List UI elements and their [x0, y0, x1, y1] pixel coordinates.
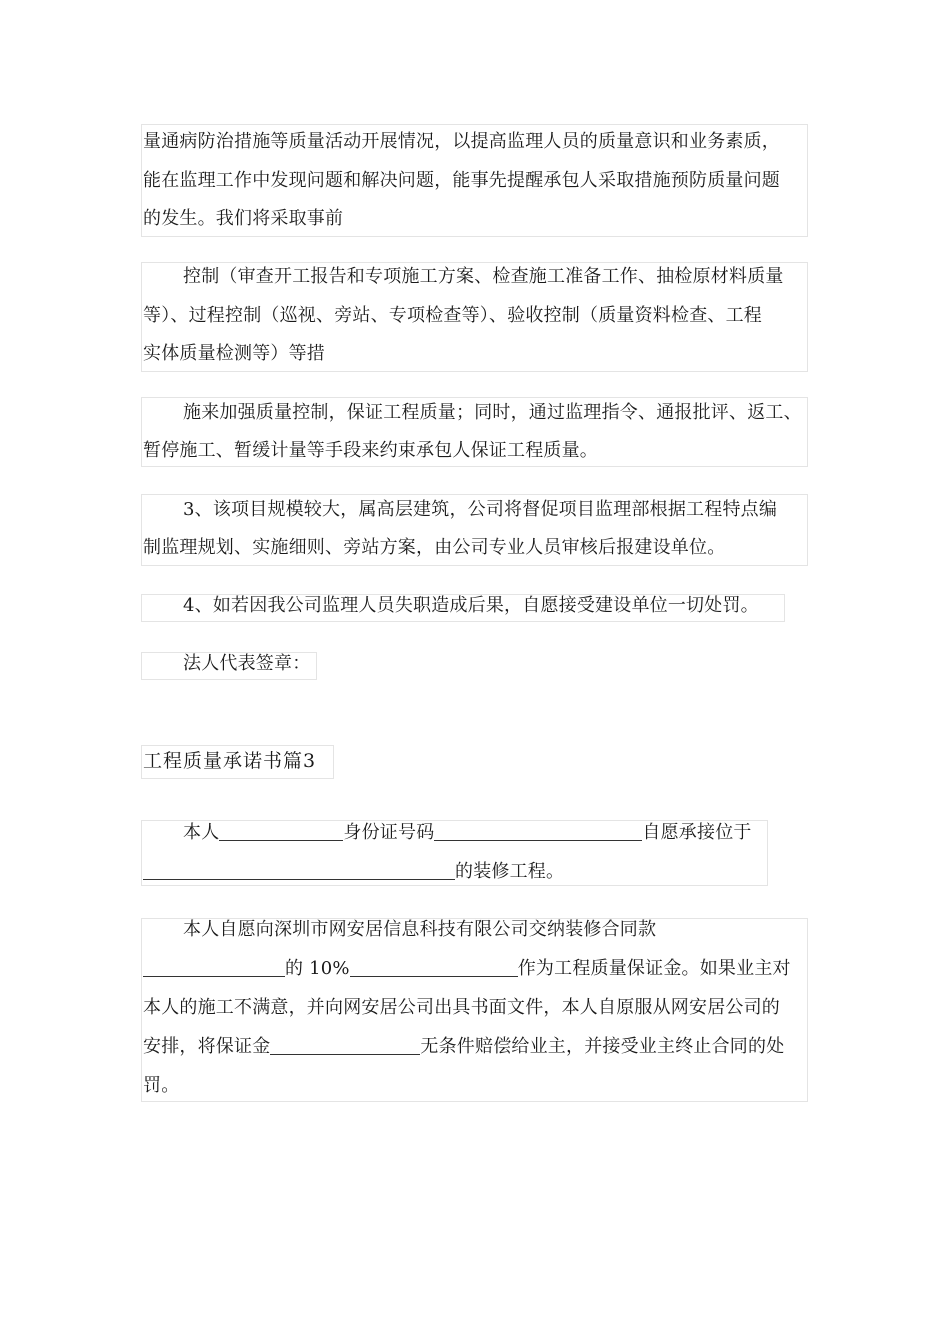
paragraph-line: 施来加强质量控制，保证工程质量；同时，通过监理指令、通报批评、返工、 — [183, 402, 802, 423]
paragraph-line: 控制（审查开工报告和专项施工方案、检查施工准备工作、抽检原材料质量 — [183, 266, 784, 287]
pledge-text: 安排，将保证金 — [143, 1036, 271, 1057]
paragraph-line: 量通病防治措施等质量活动开展情况，以提高监理人员的质量意识和业务素质， — [143, 131, 780, 152]
pledge-text: 无条件赔偿给业主，并接受业主终止合同的处 — [420, 1036, 785, 1057]
amount-blank — [143, 954, 285, 977]
pledge-text: 的 10% — [285, 958, 350, 979]
pledge-line — [143, 1029, 784, 1065]
address-blank — [143, 857, 455, 880]
pledge-text: 自愿承接位于 — [642, 822, 752, 843]
pledge-line — [183, 815, 752, 851]
pledge-line — [143, 854, 564, 890]
signature-label: 法人代表签章： — [183, 653, 311, 674]
id-number-blank — [434, 818, 642, 841]
pledge-text: 作为工程质量保证金。如果业主对 — [517, 958, 791, 979]
paragraph-line: 暂停施工、暂缓计量等手段来约束承包人保证工程质量。 — [143, 440, 598, 461]
deposit-blank — [270, 1032, 420, 1055]
pledge-line: 本人自愿向深圳市网安居信息科技有限公司交纳装修合同款 — [183, 919, 657, 940]
paragraph-line: 制监理规划、实施细则、旁站方案，由公司专业人员审核后报建设单位。 — [143, 537, 726, 558]
pledge-text: 本人 — [183, 822, 220, 843]
pledge-line — [143, 951, 791, 987]
paragraph-line: 的发生。我们将采取事前 — [143, 208, 344, 229]
pledge-line: 罚。 — [143, 1075, 180, 1096]
section-title: 工程质量承诺书篇3 — [143, 750, 317, 772]
paragraph-line: 实体质量检测等）等措 — [143, 343, 325, 364]
paragraph-line: 等）、过程控制（巡视、旁站、专项检查等）、验收控制（质量资料检查、工程 — [143, 305, 762, 326]
paragraph-line: 4、如若因我公司监理人员失职造成后果，自愿接受建设单位一切处罚。 — [183, 595, 759, 616]
pledge-text: 的装修工程。 — [455, 861, 565, 882]
paragraph-line: 能在监理工作中发现问题和解决问题，能事先提醒承包人采取措施预防质量问题 — [143, 170, 780, 191]
amount-blank — [350, 954, 518, 977]
pledge-text: 身份证号码 — [343, 822, 435, 843]
paragraph-line: 3、该项目规模较大，属高层建筑，公司将督促项目监理部根据工程特点编 — [183, 499, 778, 520]
name-blank — [219, 818, 343, 841]
pledge-line: 本人的施工不满意，并向网安居公司出具书面文件，本人自原服从网安居公司的 — [143, 997, 780, 1018]
